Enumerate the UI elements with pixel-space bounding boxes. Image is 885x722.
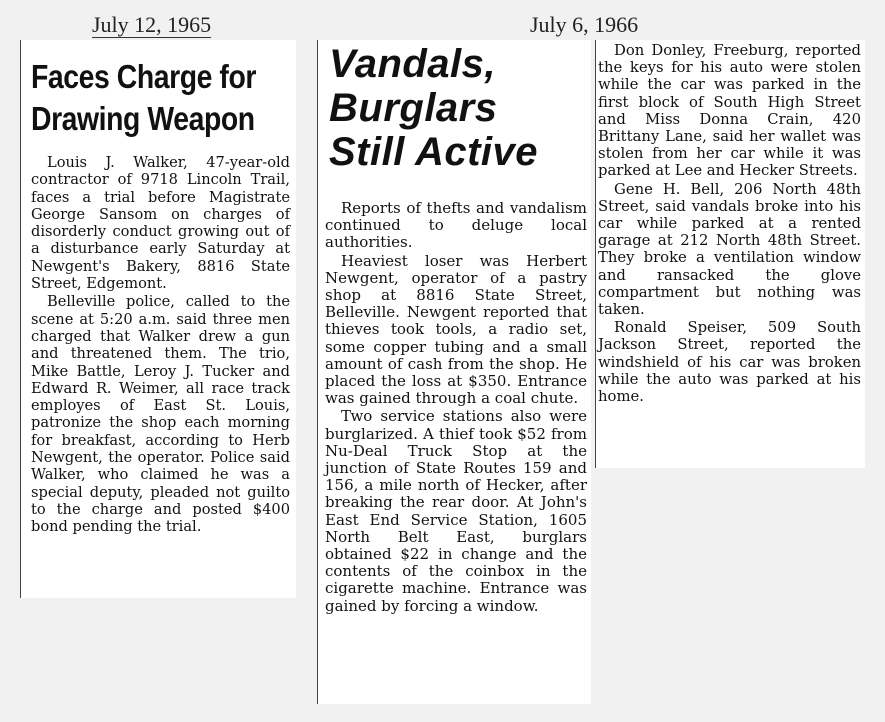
article-paragraph: Gene H. Bell, 206 North 48th Street, said vandals broke into his car while parked at a rented garage at 212 North 48th Street. They broke a ventilation window and ransacked the glove compartment but nothing was taken. bbox=[598, 180, 861, 319]
headline-line: Faces Charge for bbox=[31, 58, 256, 95]
headline-line: Vandals, bbox=[329, 42, 497, 86]
article-paragraph: Louis J. Walker, 47-year-old contractor of 9718 Lincoln Trail, faces a trial before Magistrate George Sansom on charges of disorderly conduct growing out of a disturbance early Saturday at Newgent's Bakery, 8816 State Street, Edgemont. bbox=[31, 154, 290, 293]
article-paragraph: Belleville police, called to the scene at 5:20 a.m. said three men charged that Walker drew a gun and threatened them. The trio, Mike Battle, Leroy J. Tucker and Edward R. Weimer, all race track employes of East St. Louis, patronize the shop each morning for breakfast, according to Herb Newgent, the operator. Police said Walker, who claimed he was a special deputy, pleaded not guilto to the charge and posted $400 bond pending the trial. bbox=[31, 293, 290, 536]
article-paragraph: Reports of thefts and vandalism continued to deluge local authorities. bbox=[325, 199, 587, 252]
clipping-vandals-continuation bbox=[595, 40, 865, 468]
headline-vandals-burglars bbox=[329, 42, 587, 174]
headline-line: Drawing Weapon bbox=[31, 100, 255, 137]
article-paragraph: Heaviest loser was Herbert Newgent, operator of a pastry shop at 8816 State Street, Belleville. Newgent reported that thieves took tools, a radio set, some copper tubing and a small amount of cash from the shop. He placed the loss at $350. Entrance was gained through a coal chute. bbox=[325, 251, 587, 408]
headline-line: Still Active bbox=[329, 130, 539, 174]
headline-faces-charge bbox=[31, 56, 289, 140]
clipping-faces-charge bbox=[20, 40, 296, 598]
article-paragraph: Don Donley, Freeburg, reported the keys for his auto were stolen while the car was parked in the first block of South High Street and Miss Donna Crain, 420 Brittany Lane, said her wallet was stolen from her car while it was parked at Lee and Hecker Streets. bbox=[598, 42, 861, 180]
article-paragraph: Ronald Speiser, 509 South Jackson Street, reported the windshield of his car was broken while the auto was parked at his home. bbox=[598, 319, 861, 406]
headline-line: Burglars bbox=[329, 86, 498, 130]
article-paragraph: Two service stations also were burglarized. A thief took $52 from Nu-Deal Truck Stop at the junction of State Routes 159 and 156, a mile north of Hecker, after breaking the rear door. At John's East End Service Station, 1605 North Belt East, burglars obtained $22 in change and the contents of the coinbox in the cigarette machine. Entrance was gained by forcing a window. bbox=[325, 407, 587, 615]
date-label-1965: July 12, 1965 bbox=[92, 12, 212, 37]
date-label-1966: July 6, 1966 bbox=[530, 12, 639, 37]
clipping-vandals-burglars bbox=[317, 40, 591, 704]
